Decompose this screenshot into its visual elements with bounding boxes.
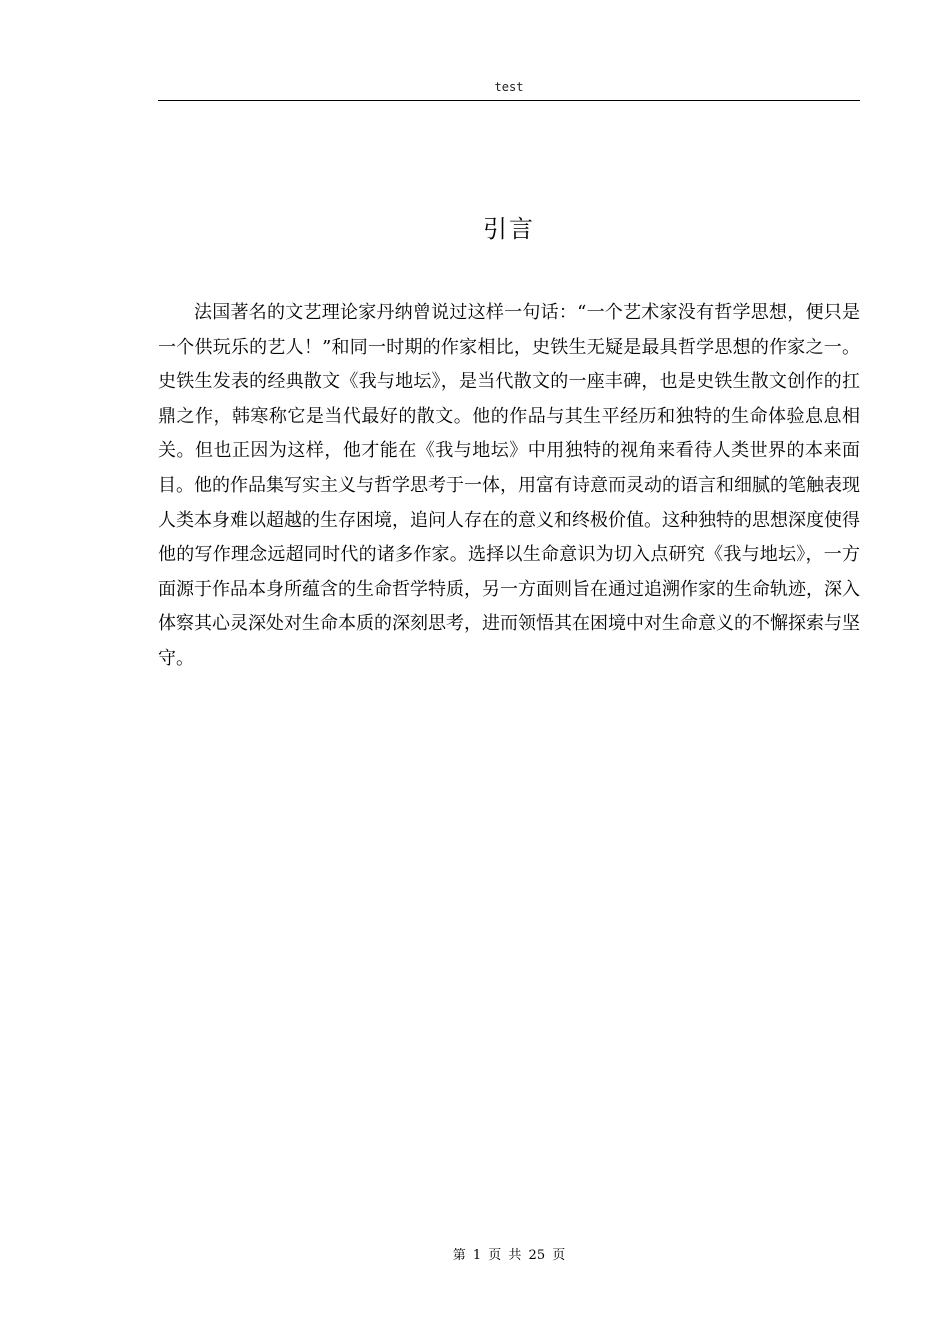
- header-divider: [158, 100, 860, 101]
- body-paragraph: 法国著名的文艺理论家丹纳曾说过这样一句话：“一个艺术家没有哲学思想，便只是一个供玩乐的艺人！”和同一时期的作家相比，史铁生无疑是最具哲学思想的作家之一。史铁生发表的经典散文《我与地坛》，是当代散文的一座丰碑，也是史铁生散文创作的扛鼎之作，韩寒称它是当代最好的散文。他的作品与其生平经历和独特的生命体验息息相关。但也正因为这样，他才能在《我与地坛》中用独特的视角来看待人类世界的本来面目。他的作品集写实主义与哲学思考于一体，用富有诗意而灵动的语言和细腻的笔触表现人类本身难以超越的生存困境，追问人存在的意义和终极价值。这种独特的思想深度使得他的写作理念远超同时代的诸多作家。选择以生命意识为切入点研究《我与地坛》，一方面源于作品本身所蕴含的生命哲学特质，另一方面则旨在通过追溯作家的生命轨迹，深入体察其心灵深处对生命本质的深刻思考，进而领悟其在困境中对生命意义的不懈探索与坚守。: [158, 302, 860, 669]
- section-title: 引言: [483, 215, 535, 243]
- page-footer: 第 1 页 共 25 页: [452, 1248, 566, 1263]
- page-header: test: [494, 80, 524, 94]
